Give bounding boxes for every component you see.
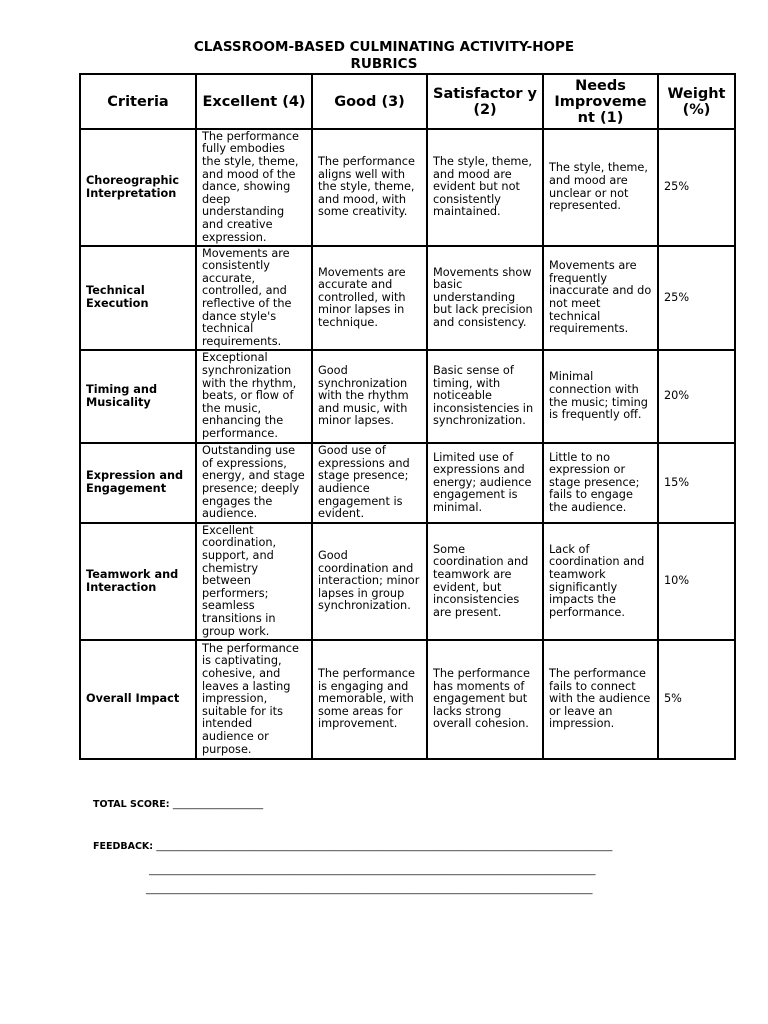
header-criteria: Criteria (80, 74, 196, 129)
excellent-cell: The performance is captivating, cohesive, and leaves a lasting impression, suitable for its intended audience or purpose. (196, 640, 312, 759)
header-needs-improvement: Needs Improveme nt (1) (543, 74, 658, 129)
criteria-cell: Choreographic Interpretation (80, 129, 196, 246)
needs-improvement-cell: Movements are frequently inaccurate and do not meet technical requirements. (543, 246, 658, 350)
satisfactory-cell: Movements show basic understanding but lack precision and consistency. (427, 246, 543, 350)
header-weight: Weight (%) (658, 74, 735, 129)
excellent-cell: Exceptional synchronization with the rhythm, beats, or flow of the music, enhancing the performance. (196, 350, 312, 443)
excellent-cell: Outstanding use of expressions, energy, and stage presence; deeply engages the audience. (196, 443, 312, 523)
weight-cell: 20% (658, 350, 735, 443)
good-cell: The performance is engaging and memorable, with some areas for improvement. (312, 640, 427, 759)
table-row (80, 129, 735, 246)
satisfactory-cell: Basic sense of timing, with noticeable inconsistencies in synchronization. (427, 350, 543, 443)
header-row (80, 74, 735, 129)
good-cell: Good use of expressions and stage presence; audience engagement is evident. (312, 443, 427, 523)
satisfactory-cell: Limited use of expressions and energy; audience engagement is minimal. (427, 443, 543, 523)
good-cell: Movements are accurate and controlled, with minor lapses in technique. (312, 246, 427, 350)
header-good: Good (3) (312, 74, 427, 129)
header-satisfactory: Satisfactor y (2) (427, 74, 543, 129)
feedback-field (93, 841, 612, 852)
document-title: CLASSROOM-BASED CULMINATING ACTIVITY-HOPE (193, 39, 575, 55)
good-cell: The performance aligns well with the style, theme, and mood, with some creativity. (312, 129, 427, 246)
criteria-cell: Teamwork and Interaction (80, 523, 196, 640)
criteria-cell: Technical Execution (80, 246, 196, 350)
excellent-cell: Movements are consistently accurate, controlled, and reflective of the dance style's technical requirements. (196, 246, 312, 350)
needs-improvement-cell: The performance fails to connect with the audience or leave an impression. (543, 640, 658, 759)
table-row (80, 443, 735, 523)
needs-improvement-cell: Lack of coordination and teamwork significantly impacts the performance. (543, 523, 658, 640)
table-row (80, 523, 735, 640)
excellent-cell: Excellent coordination, support, and chemistry between performers; seamless transitions in group work. (196, 523, 312, 640)
good-cell: Good synchronization with the rhythm and music, with minor lapses. (312, 350, 427, 443)
feedback-label: FEEDBACK: (93, 841, 154, 852)
weight-cell: 25% (658, 129, 735, 246)
weight-cell: 10% (658, 523, 735, 640)
criteria-cell: Expression and Engagement (80, 443, 196, 523)
weight-cell: 15% (658, 443, 735, 523)
total-score-line[interactable]: ___________________ (172, 799, 264, 810)
needs-improvement-cell: The style, theme, and mood are unclear or not represented. (543, 129, 658, 246)
satisfactory-cell: Some coordination and teamwork are evident, but inconsistencies are present. (427, 523, 543, 640)
needs-improvement-cell: Minimal connection with the music; timing is frequently off. (543, 350, 658, 443)
feedback-line-2[interactable]: ______________________________________________________________________________________________ (149, 865, 596, 876)
needs-improvement-cell: Little to no expression or stage presence; fails to engage the audience. (543, 443, 658, 523)
weight-cell: 25% (658, 246, 735, 350)
good-cell: Good coordination and interaction; minor lapses in group synchronization. (312, 523, 427, 640)
feedback-line-3[interactable]: ______________________________________________________________________________________________ (146, 884, 593, 895)
excellent-cell: The performance fully embodies the style, theme, and mood of the dance, showing deep understanding and creative expression. (196, 129, 312, 246)
table-row (80, 640, 735, 759)
criteria-cell: Timing and Musicality (80, 350, 196, 443)
table-row (80, 350, 735, 443)
table-row (80, 246, 735, 350)
total-score-label: TOTAL SCORE: (93, 799, 170, 810)
feedback-line-1[interactable]: ________________________________________________________________________________________________ (156, 841, 613, 852)
satisfactory-cell: The style, theme, and mood are evident but not consistently maintained. (427, 129, 543, 246)
header-excellent: Excellent (4) (196, 74, 312, 129)
weight-cell: 5% (658, 640, 735, 759)
total-score-field (93, 799, 263, 810)
document-subtitle: RUBRICS (350, 56, 418, 72)
criteria-cell: Overall Impact (80, 640, 196, 759)
satisfactory-cell: The performance has moments of engagement but lacks strong overall cohesion. (427, 640, 543, 759)
rubric-table (79, 73, 736, 760)
